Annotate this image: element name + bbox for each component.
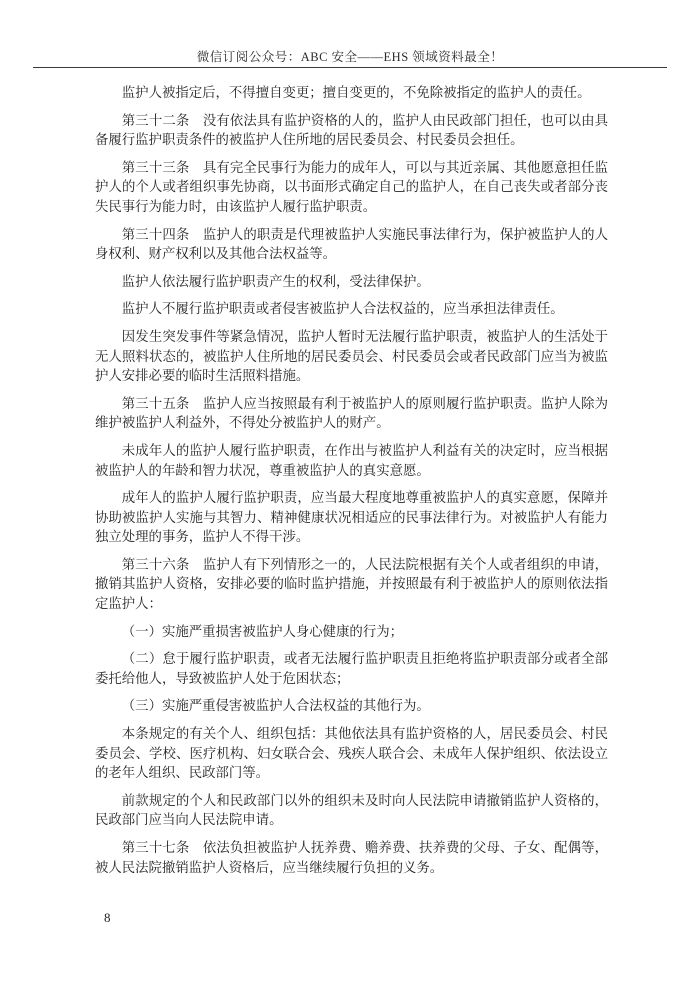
paragraph-article-35: 第三十五条 监护人应当按照最有利于被监护人的原则履行监护职责。监护人除为维护被监护人利益外，不得处分被监护人的财产。: [95, 395, 608, 431]
paragraph-article-34: 第三十四条 监护人的职责是代理被监护人实施民事法律行为，保护被监护人的人身权利、财产权利以及其他合法权益等。: [95, 226, 608, 262]
paragraph: 监护人依法履行监护职责产生的权利，受法律保护。: [121, 273, 430, 289]
paragraph: 监护人不履行监护职责或者侵害被监护人合法权益的，应当承担法律责任。: [121, 301, 564, 317]
paragraph: 本条规定的有关个人、组织包括：其他依法具有监护资格的人，居民委员会、村民委员会、学校、医疗机构、妇女联合会、残疾人联合会、未成年人保护组织、依法设立的老年人组织、民政部门等。: [95, 726, 608, 781]
paragraph-article-36: 第三十六条 监护人有下列情形之一的，人民法院根据有关个人或者组织的申请，撤销其监护人资格，安排必要的临时监护措施，并按照最有利于被监护人的原则依法指定监护人：: [95, 556, 608, 612]
paragraph-list-item-2: （二）怠于履行监护职责，或者无法履行监护职责且拒绝将监护职责部分或者全部委托给他人，导致被监护人处于危困状态；: [95, 651, 608, 686]
paragraph: 因发生突发事件等紧急情况，监护人暂时无法履行监护职责，被监护人的生活处于无人照料状态的，被监护人住所地的居民委员会、村民委员会或者民政部门应当为被监护人安排必要的临时生活照料措施。: [95, 328, 608, 384]
document-body: [95, 83, 608, 885]
paragraph: 未成年人的监护人履行监护职责，在作出与被监护人利益有关的决定时，应当根据被监护人的年龄和智力状况，尊重被监护人的真实意愿。: [95, 442, 608, 478]
page-number: 8: [104, 910, 111, 925]
paragraph-list-item-1: （一）实施严重损害被监护人身心健康的行为；: [121, 623, 403, 639]
paragraph: 成年人的监护人履行监护职责，应当最大程度地尊重被监护人的真实意愿，保障并协助被监护人实施与其智力、精神健康状况相适应的民事法律行为。对被监护人有能力独立处理的事务，监护人不得干涉。: [95, 490, 608, 545]
paragraph-list-item-3: （三）实施严重侵害被监护人合法权益的其他行为。: [121, 698, 430, 714]
paragraph: 监护人被指定后，不得擅自变更；擅自变更的，不免除被指定的监护人的责任。: [121, 85, 591, 100]
page-header-text: 微信订阅公众号：ABC 安全——EHS 领域资料最全！: [196, 50, 504, 64]
paragraph-article-37: 第三十七条 依法负担被监护人抚养费、赡养费、扶养费的父母、子女、配偶等，被人民法院撤销监护人资格后，应当继续履行负担的义务。: [95, 840, 608, 875]
header-divider-line: [33, 67, 667, 68]
paragraph-article-32: 第三十二条 没有依法具有监护资格的人的，监护人由民政部门担任，也可以由具备履行监护职责条件的被监护人住所地的居民委员会、村民委员会担任。: [95, 112, 608, 148]
paragraph: 前款规定的个人和民政部门以外的组织未及时向人民法院申请撤销监护人资格的，民政部门应当向人民法院申请。: [95, 792, 608, 828]
paragraph-article-33: 第三十三条 具有完全民事行为能力的成年人，可以与其近亲属、其他愿意担任监护人的个人或者组织事先协商，以书面形式确定自己的监护人，在自己丧失或者部分丧失民事行为能力时，由该监护人履行监护职责。: [95, 159, 608, 214]
